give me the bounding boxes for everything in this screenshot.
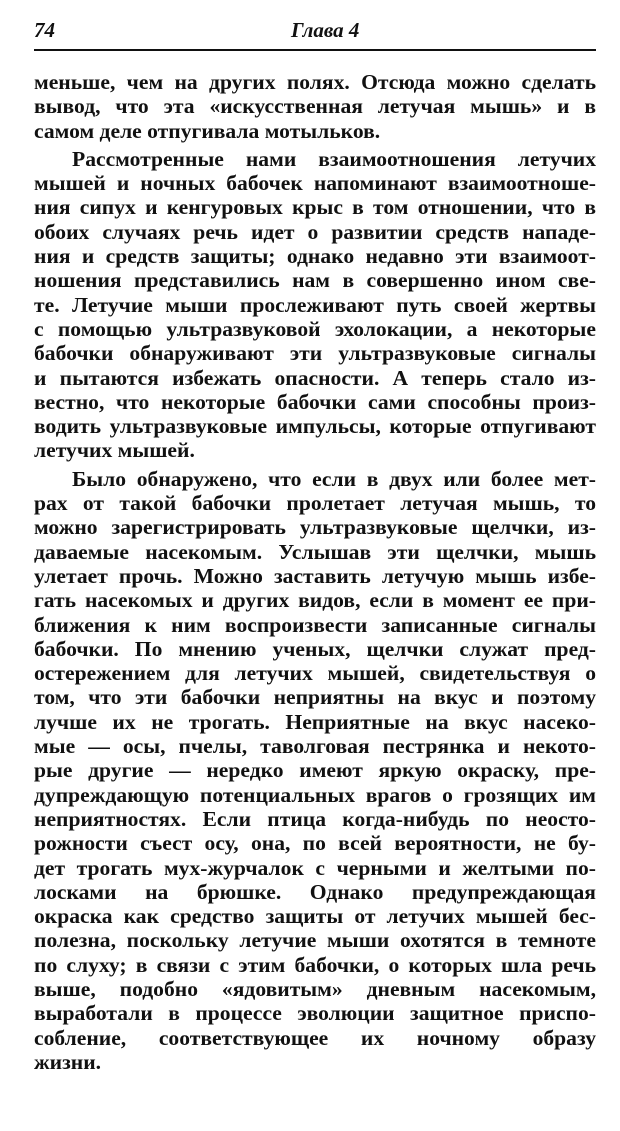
text-line: выше, подобно «ядовитым» дневным насекомым, xyxy=(34,976,596,1001)
text-line: даваемые насекомым. Услышав эти щелчки, мышь xyxy=(34,539,596,564)
text-line: бабочки обнаруживают эти ультразвуковые сигналы xyxy=(34,341,596,366)
header-rule xyxy=(34,49,596,51)
text-line: мые — осы, пчелы, таволговая пестрянка и некото- xyxy=(34,734,596,759)
text-line: полезна, поскольку летучие мыши охотятся в темноте xyxy=(34,928,596,953)
text-line: ближения к ним воспроизвести записанные сигналы xyxy=(34,612,596,637)
text-line: обоих случаях речь идет о развитии средств нападе- xyxy=(34,219,596,244)
text-line: улетает прочь. Можно заставить летучую мышь избе- xyxy=(34,563,596,588)
text-line: те. Летучие мыши прослеживают путь своей жертвы xyxy=(34,292,596,317)
text-line: окраска как средство защиты от летучих мышей бес- xyxy=(34,904,596,929)
text-line: собление, соответствующее их ночному образу xyxy=(34,1025,596,1050)
paragraph xyxy=(34,467,596,1074)
text-line: самом деле отпугивала мотыльков. xyxy=(34,118,381,143)
text-line: и пытаются избежать опасности. А теперь стало из- xyxy=(34,365,596,390)
text-line: летучих мышей. xyxy=(34,438,195,463)
text-line: ния сипух и кенгуровых крыс в том отношении, что в xyxy=(34,195,596,220)
paragraph xyxy=(34,147,596,463)
page-number: 74 xyxy=(34,18,55,42)
text-line: рые другие — нередко имеют яркую окраску, пре- xyxy=(34,758,596,783)
text-line: меньше, чем на других полях. Отсюда можно сделать xyxy=(34,70,596,94)
text-line: ния и средств защиты; однако недавно эти взаимоот- xyxy=(34,244,596,269)
text-line: рах от такой бабочки пролетает летучая мышь, то xyxy=(34,491,596,516)
text-line: жизни. xyxy=(34,1049,102,1074)
paragraph xyxy=(34,70,596,143)
text-line: с помощью ультразвуковой эхолокации, а некоторые xyxy=(34,316,596,341)
text-line: можно зарегистрировать ультразвуковые щелчки, из- xyxy=(34,515,596,540)
text-line: гать насекомых и других видов, если в момент ее при- xyxy=(34,588,596,613)
text-line: дупреждающую потенциальных врагов о грозящих им xyxy=(34,782,596,807)
text-line: Было обнаружено, что если в двух или более мет- xyxy=(72,466,596,491)
text-line: вестно, что некоторые бабочки сами способны произ- xyxy=(34,389,596,414)
text-line: ношения представились нам в совершенно ином све- xyxy=(34,268,596,293)
text-line: рожности съест осу, она, по всей вероятности, не бу- xyxy=(34,831,596,856)
text-line: водить ультразвуковые импульсы, которые отпугивают xyxy=(34,414,596,439)
text-line: неприятностях. Если птица когда-нибудь по неосто- xyxy=(34,806,596,831)
text-line: лосками на брюшке. Однако предупреждающая xyxy=(34,879,596,904)
text-line: по слуху; в связи с этим бабочки, о которых шла речь xyxy=(34,952,596,977)
text-line: бабочки. По мнению ученых, щелчки служат пред- xyxy=(34,636,596,661)
text-line: остережением для летучих мышей, свидетельствуя о xyxy=(34,661,596,686)
text-line: дет трогать мух-журчалок с черными и желтыми по- xyxy=(34,855,596,880)
body-text xyxy=(34,70,596,1074)
text-line: том, что эти бабочки неприятны на вкус и поэтому xyxy=(34,685,596,710)
text-line: вывод, что эта «искусственная летучая мышь» и в xyxy=(34,94,596,119)
text-line: выработали в процессе эволюции защитное приспо- xyxy=(34,1001,596,1026)
text-line: лучше их не трогать. Неприятные на вкус насеко- xyxy=(34,709,596,734)
running-head xyxy=(34,18,596,50)
text-line: мышей и ночных бабочек напоминают взаимоотноше- xyxy=(34,171,596,196)
text-line: Рассмотренные нами взаимоотношения летучих xyxy=(72,146,596,171)
chapter-title: Глава 4 xyxy=(291,18,360,42)
